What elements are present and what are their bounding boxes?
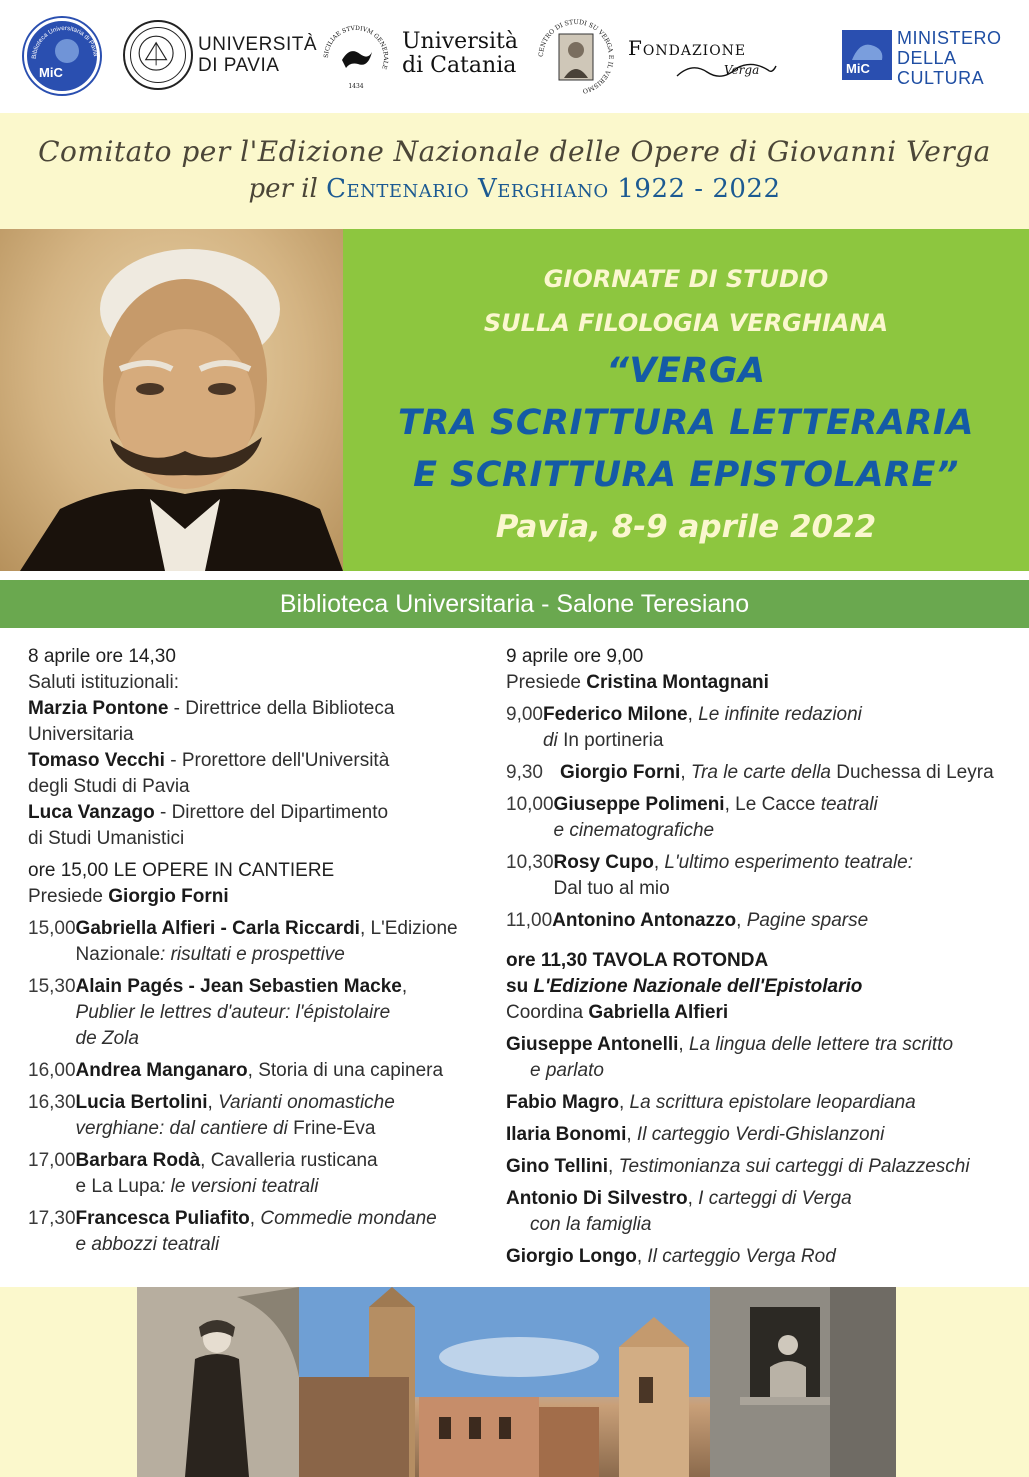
greeting-role: - Direttore del Dipartimento [154, 802, 389, 823]
talk-title-cont-italic: : le versioni teatrali [160, 1176, 319, 1197]
talk-sep: , [207, 1092, 219, 1113]
talk-speaker: Francesca Puliafito [75, 1208, 250, 1229]
panel-title: I carteggi di Verga [698, 1188, 852, 1209]
ministero-line2: DELLA [897, 48, 957, 68]
day1-heading: 8 aprile ore 14,30 [28, 646, 176, 667]
talk-time: 15,00 [28, 918, 76, 939]
talk-title: Pagine sparse [746, 910, 869, 931]
panel-title: Testimonianza sui carteggi di Palazzeschi [618, 1156, 970, 1177]
greeting-role-cont: di Studi Umanistici [28, 828, 185, 849]
biblioteca-ring [27, 21, 103, 97]
photo-window-drawing [710, 1287, 896, 1477]
talk-item [28, 916, 498, 968]
photo-woman [137, 1287, 299, 1477]
panel-title: La scrittura epistolare leopardiana [629, 1092, 916, 1113]
round-table-prefix: su [506, 976, 534, 997]
talk-title: Le infinite redazioni [698, 704, 862, 725]
round-table-heading [506, 948, 1026, 974]
chair-label: Presiede [506, 672, 587, 693]
committee-band [0, 113, 1029, 229]
mic-logo-icon [842, 30, 892, 80]
photo-strip [0, 1287, 1029, 1477]
biblioteca-mic-mark: MiC [39, 65, 63, 80]
talk-item [506, 908, 1026, 934]
talk-title-cont: e La Lupa [75, 1176, 161, 1197]
talk-title: Cavalleria rusticana [210, 1150, 378, 1171]
centenary-title: Centenario Verghiano 1922 - 2022 [326, 174, 781, 204]
talk-item [506, 702, 1026, 754]
talk-item [28, 1206, 498, 1258]
catania-name [402, 30, 518, 78]
panel-speaker: Giorgio Longo [506, 1246, 637, 1267]
round-table-heading-text: ore 11,30 TAVOLA ROTONDA [506, 950, 769, 971]
day2-chair [506, 670, 1026, 696]
greeting-name: Luca Vanzago [28, 802, 155, 823]
panel-speaker: Giuseppe Antonelli [506, 1034, 679, 1055]
talk-title: Publier le lettres d'auteur: l'épistolaire [75, 1002, 391, 1023]
panel-sep: , [636, 1246, 648, 1267]
biblioteca-ring-text: Biblioteca Universitaria di Pavia [30, 24, 99, 60]
talk-title: L'Edizione [370, 918, 458, 939]
talk-speaker: Alain Pagés - Jean Sebastien Macke [75, 976, 402, 997]
talk-title-cont-italic: di [542, 730, 564, 751]
talk-time: 10,00 [506, 794, 554, 815]
chair-label: Presiede [28, 886, 109, 907]
panel-speaker: Ilaria Bonomi [506, 1124, 627, 1145]
pavia-seal-emblem [125, 22, 191, 88]
talk-title-cont: e cinematografiche [553, 820, 715, 841]
mic-logo-text: MiC [846, 61, 870, 76]
talk-sep: , [687, 704, 699, 725]
talk-speaker: Giorgio Forni [560, 762, 681, 783]
talk-item [506, 760, 1026, 786]
verga-ring-text: CENTRO DI STUDI SU VERGA E IL VERISMO [537, 18, 615, 95]
catania-year: 1434 [348, 83, 364, 90]
pavia-line1: UNIVERSITÀ [198, 34, 318, 55]
study-days-line: GIORNATE DI STUDIO [543, 265, 829, 293]
greeting-item [28, 696, 498, 748]
talk-time: 11,00 [506, 910, 553, 931]
talk-item [28, 974, 498, 1052]
talk-title: Tra le carte della [690, 762, 837, 783]
talk-title-italic: teatrali [815, 794, 878, 815]
talk-speaker: Barbara Rodà [75, 1150, 201, 1171]
conference-title-line2: TRA SCRITTURA LETTERARIA [398, 403, 974, 443]
talk-time: 9,30 [506, 762, 543, 783]
round-table-coordinator [506, 1000, 1026, 1026]
greeting-name: Marzia Pontone [28, 698, 169, 719]
pavia-name [198, 34, 317, 76]
talk-time: 16,00 [28, 1060, 76, 1081]
catania-seal-svg [320, 22, 392, 94]
panel-speaker: Antonio Di Silvestro [506, 1188, 688, 1209]
talk-title-cont: Frine-Eva [293, 1118, 376, 1139]
talk-title-cont: Duchessa di Leyra [836, 762, 994, 783]
talk-title-cont: Nazionale [75, 944, 161, 965]
talk-time: 9,00 [506, 704, 543, 725]
talk-item [506, 792, 1026, 844]
ministero-line3: CULTURA [897, 68, 985, 88]
panel-item [506, 1244, 1026, 1270]
talk-time: 16,30 [28, 1092, 76, 1113]
catania-line1: Università [402, 29, 518, 54]
chair-name: Giorgio Forni [108, 886, 229, 907]
talk-title: Le Cacce [735, 794, 816, 815]
panel-title: Il carteggio Verga Rod [647, 1246, 836, 1267]
program-day2 [506, 644, 1026, 1270]
photo-town [299, 1287, 710, 1477]
panel-speaker: Gino Tellini [506, 1156, 609, 1177]
committee-title: Comitato per l'Edizione Nazionale delle Opere di Giovanni Verga [38, 135, 991, 168]
talk-sep: , [680, 762, 691, 783]
hero [0, 229, 1029, 571]
talk-speaker: Andrea Manganaro [75, 1060, 248, 1081]
pavia-line2: DI PAVIA [198, 55, 280, 76]
title-panel [343, 229, 1029, 571]
conference-title-line1: “VERGA [606, 351, 766, 391]
catania-line2: di Catania [402, 53, 517, 78]
panel-sep: , [678, 1034, 689, 1055]
pavia-seal-icon [123, 20, 193, 90]
chair-name: Cristina Montagnani [586, 672, 769, 693]
verga-seal-svg [537, 18, 615, 96]
panel-item [506, 1122, 1026, 1148]
coord-label: Coordina [506, 1002, 589, 1023]
panel-speaker: Fabio Magro [506, 1092, 619, 1113]
talk-item [28, 1148, 498, 1200]
talk-title-cont-italic: : risultati e prospettive [160, 944, 345, 965]
talk-speaker: Giuseppe Polimeni [553, 794, 725, 815]
philology-line: SULLA FILOLOGIA VERGHIANA [483, 309, 889, 337]
panel-sep: , [626, 1124, 637, 1145]
panel-sep: , [608, 1156, 619, 1177]
talk-speaker: Gabriella Alfieri - Carla Riccardi [75, 918, 360, 939]
greeting-role: - Direttrice della Biblioteca [168, 698, 395, 719]
talk-item [506, 850, 1026, 902]
conference-date: Pavia, 8-9 aprile 2022 [495, 509, 877, 545]
day2-heading: 9 aprile ore 9,00 [506, 646, 644, 667]
centenary-prefix: per il [248, 174, 318, 204]
program-day1 [28, 644, 498, 1258]
talk-item [28, 1058, 498, 1084]
greeting-role-cont: Universitaria [28, 724, 134, 745]
catania-ring-text: SICILIAE STVDIVM GENERALE [322, 24, 390, 71]
talk-title: Varianti onomastiche [218, 1092, 395, 1113]
talk-time: 17,30 [28, 1208, 76, 1229]
greeting-name: Tomaso Vecchi [28, 750, 165, 771]
greeting-role-cont: degli Studi di Pavia [28, 776, 190, 797]
talk-title: Commedie mondane [260, 1208, 437, 1229]
session-heading: ore 15,00 LE OPERE IN CANTIERE [28, 860, 335, 881]
panel-title: Il carteggio Verdi-Ghislanzoni [636, 1124, 885, 1145]
round-table-sub [506, 974, 1026, 1000]
talk-sep: , [724, 794, 736, 815]
talk-sep: , [401, 976, 408, 997]
panel-title-cont: con la famiglia [530, 1214, 652, 1235]
talk-sep: , [653, 852, 665, 873]
photo-window [710, 1287, 896, 1477]
panel-item [506, 1090, 1026, 1116]
talk-title-cont: In portineria [563, 730, 664, 751]
centenary-line [0, 174, 1029, 204]
panel-sep: , [618, 1092, 630, 1113]
talk-speaker: Lucia Bertolini [75, 1092, 208, 1113]
panel-item [506, 1186, 1026, 1238]
greeting-item [28, 748, 498, 800]
round-table-title: L'Edizione Nazionale dell'Epistolario [533, 976, 863, 997]
conference-title-line3: E SCRITTURA EPISTOLARE” [413, 455, 959, 495]
biblioteca-logo-icon [24, 18, 100, 94]
panel-item [506, 1032, 1026, 1084]
ministero-name [897, 28, 1002, 88]
fondazione-name: Fondazione [628, 36, 747, 60]
talk-sep: , [359, 918, 371, 939]
fondazione-signature-text: Verga [724, 63, 760, 77]
session-chair [28, 884, 498, 910]
talk-time: 15,30 [28, 976, 76, 997]
logo-bar [0, 0, 1029, 113]
talk-speaker: Rosy Cupo [553, 852, 654, 873]
panel-title-cont: e parlato [530, 1060, 604, 1081]
panel-title: La lingua delle lettere tra scritto [688, 1034, 954, 1055]
fondazione-signature-icon [672, 54, 782, 84]
talk-time: 10,30 [506, 852, 554, 873]
day1-saluti: Saluti istituzionali: [28, 672, 180, 693]
talk-item [28, 1090, 498, 1142]
panel-item [506, 1154, 1026, 1180]
photo-woman-drawing [137, 1287, 299, 1477]
talk-time: 17,00 [28, 1150, 76, 1171]
talk-speaker: Antonino Antonazzo [552, 910, 737, 931]
talk-title-cont: de Zola [75, 1028, 139, 1049]
talk-sep: , [736, 910, 747, 931]
greeting-role: - Prorettore dell'Università [164, 750, 390, 771]
catania-seal-icon [320, 22, 392, 94]
ministero-line1: MINISTERO [897, 28, 1002, 48]
talk-title: L'ultimo esperimento teatrale: [664, 852, 914, 873]
talk-title: Storia di una capinera [258, 1060, 444, 1081]
photo-town-drawing [299, 1287, 710, 1477]
talk-sep: , [249, 1208, 261, 1229]
talk-title-cont-italic: verghiane: dal cantiere di [75, 1118, 294, 1139]
coord-name: Gabriella Alfieri [588, 1002, 729, 1023]
panel-sep: , [687, 1188, 699, 1209]
talk-speaker: Federico Milone [542, 704, 688, 725]
talk-sep: , [200, 1150, 211, 1171]
verga-center-seal-icon [537, 18, 615, 96]
verga-portrait [0, 229, 343, 571]
verga-portrait-drawing [0, 229, 343, 571]
talk-title-cont: e abbozzi teatrali [75, 1234, 220, 1255]
venue-bar: Biblioteca Universitaria - Salone Teresiano [0, 580, 1029, 628]
talk-title-cont: Dal tuo al mio [553, 878, 670, 899]
greeting-item [28, 800, 498, 852]
talk-sep: , [247, 1060, 259, 1081]
